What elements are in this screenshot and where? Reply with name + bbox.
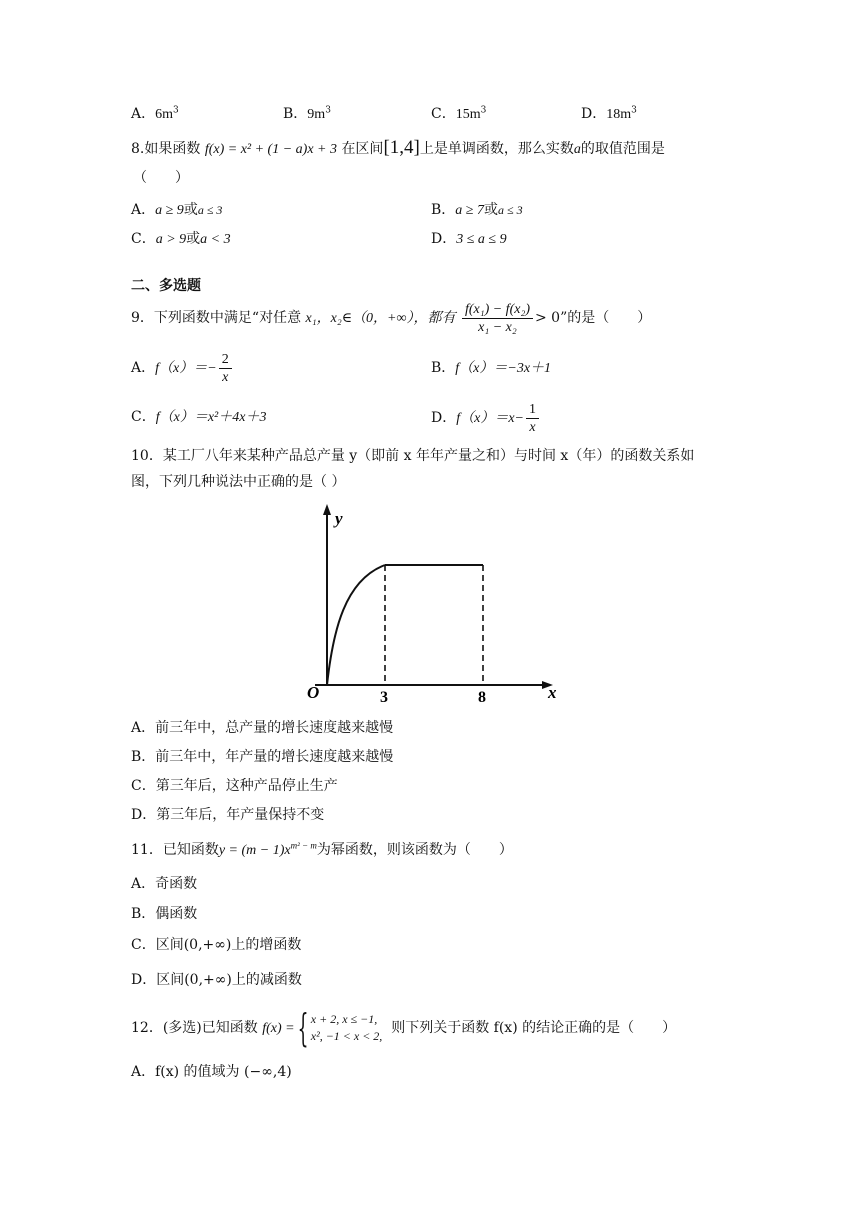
q10-graph <box>295 500 570 710</box>
q8-answer-paren: （ ） <box>133 170 189 186</box>
q10-stem-line2: 图，下列几种说法中正确的是（ ） <box>131 474 346 490</box>
q9-stem: 9．下列函数中满足“对任意 x₁，x₂∈（0，+∞），都有 $\frac{\text{f(x₁) − f(x₂)}}{\text{x₁ − x₂}}$ > 0”的是（ ） <box>131 301 652 335</box>
q7-option-b: B．$9m^3$ <box>283 105 331 122</box>
q8-option-a: A．a ≥ 9或a ≤ 3 <box>131 202 223 218</box>
q11-option-b: B．偶函数 <box>131 906 198 922</box>
q11-option-a: A．奇函数 <box>131 876 198 892</box>
origin-label: O <box>307 683 320 702</box>
q8-stem: 8.如果函数 f(x) = x² + (1 − a)x + 3 在区间[1,4]上是单调函数，那么实数a的取值范围是 <box>131 137 665 158</box>
q9-option-b: B．f（x）＝−3x＋1 <box>431 360 552 376</box>
y-axis-arrow <box>323 504 331 515</box>
q7-option-a: A．$6m^3$ <box>131 105 179 122</box>
x-axis-label: x <box>548 683 557 702</box>
q11-stem: 11．已知函数$y = (m - 1)x^{m^2 - m}$为幂函数，则该函数为（ ） <box>131 840 513 858</box>
q8-option-c: C．a > 9或a < 3 <box>131 231 231 247</box>
tick-8-label: 8 <box>478 689 486 706</box>
section-heading: 二、多选题 <box>131 278 201 294</box>
y-axis-label: y <box>335 509 343 528</box>
q12-stem: 12．(多选)已知函数 f(x) ={ x + 2, x ≤ −1, x², −1 < x < 2, 则下列关于函数 f(x) 的结论正确的是（ ） <box>131 1006 677 1050</box>
q10-option-d: D．第三年后，年产量保持不变 <box>131 807 325 823</box>
q8-option-b: B．a ≥ 7或a ≤ 3 <box>431 202 523 218</box>
q7-option-c: C．$15m^3$ <box>431 105 487 122</box>
q10-option-b: B．前三年中，年产量的增长速度越来越慢 <box>131 749 394 765</box>
q11-option-d: D．区间(0,+∞)上的减函数 <box>131 972 302 988</box>
tick-3-label: 3 <box>380 689 388 706</box>
q10-option-a: A．前三年中，总产量的增长速度越来越慢 <box>131 720 394 736</box>
q9-fraction: $\frac{\text{f(x₁) − f(x₂)}}{\text{x₁ − x₂}}$ <box>462 301 533 336</box>
q11-option-c: C．区间(0,+∞)上的增函数 <box>131 937 302 953</box>
q8-option-d: D．3 ≤ a ≤ 9 <box>431 231 507 247</box>
q9-option-c: C．f（x）＝x²＋4x＋3 <box>131 409 267 425</box>
piecewise-brace: { <box>297 1006 309 1050</box>
q9-option-a: A．f（x）＝− $\frac{2}{x}$ <box>131 350 234 387</box>
q7-option-d: D．$18m^3$ <box>581 105 637 122</box>
piecewise-cases: x + 2, x ≤ −1, x², −1 < x < 2, <box>310 1012 383 1043</box>
q10-option-c: C．第三年后，这种产品停止生产 <box>131 778 338 794</box>
growth-curve <box>327 565 385 685</box>
q9-option-d: D．f（x）＝x− $\frac{1}{x}$ <box>431 400 541 437</box>
q10-stem-line1: 10．某工厂八年来某种产品总产量 y（即前 x 年年产量之和）与时间 x（年）的函数关系如 <box>131 448 695 464</box>
q12-option-a: A．f(x) 的值域为 (−∞,4) <box>131 1064 292 1080</box>
